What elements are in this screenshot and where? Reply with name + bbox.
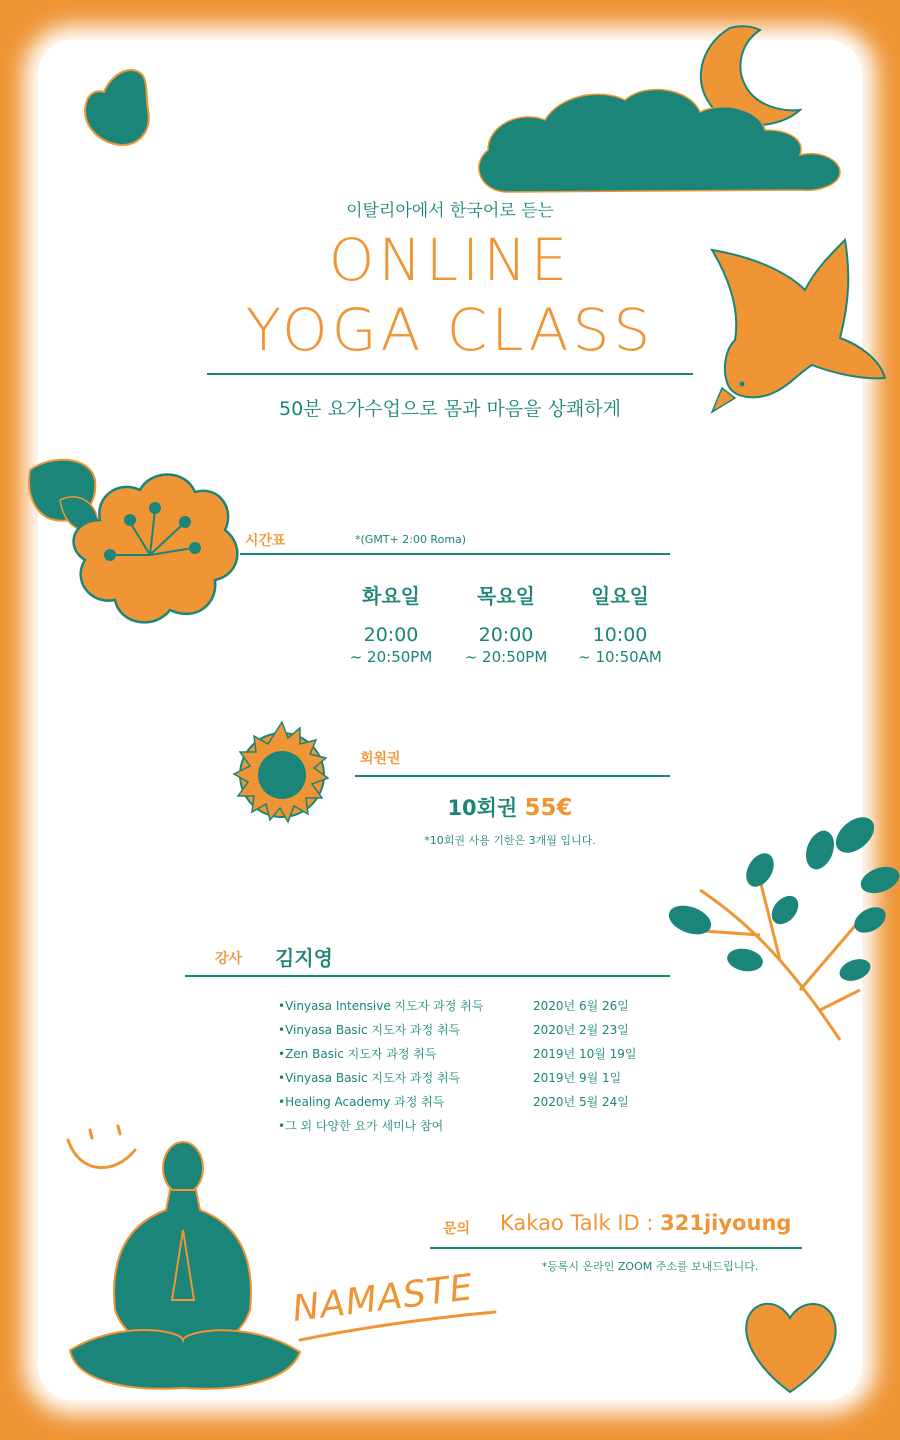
contact-label: 문의 <box>443 1221 471 1237</box>
timezone-note: *(GMT+ 2:00 Roma) <box>355 533 467 546</box>
instructor-name: 김지영 <box>275 946 333 970</box>
membership-label: 회원권 <box>360 751 401 767</box>
price: 55€ <box>524 795 573 821</box>
heart-leaf-icon <box>85 70 149 145</box>
kakao-id: 321jiyoung <box>660 1211 792 1235</box>
day-sunday: 일요일 <box>591 584 649 608</box>
membership-note: *10회권 사용 기한은 3개월 입니다. <box>424 834 596 847</box>
branch-icon <box>665 810 900 1040</box>
instructor-label: 강사 <box>215 951 243 967</box>
meditating-figure-icon <box>70 1142 300 1389</box>
time-end-sunday: ~ 10:50AM <box>578 648 662 666</box>
heart-icon <box>746 1304 835 1392</box>
price-line <box>350 792 670 822</box>
day-thursday: 목요일 <box>477 584 535 608</box>
time-start-thursday: 20:00 <box>478 624 534 646</box>
pass-count: 10회권 <box>447 796 518 820</box>
cloud-icon <box>479 90 840 192</box>
credential-date: 2019년 9월 1일 <box>533 1071 622 1085</box>
title-divider <box>207 373 693 375</box>
tagline: 50분 요가수업으로 몸과 마음을 상쾌하게 <box>279 398 621 420</box>
credential-date: 2020년 2월 23일 <box>533 1023 629 1037</box>
credential-item: •그 외 다양한 요가 세미나 참여 <box>278 1119 444 1133</box>
credential-item: •Healing Academy 과정 취득 <box>278 1095 445 1109</box>
sun-icon <box>234 722 328 822</box>
credential-item: •Vinyasa Intensive 지도자 과정 취득 <box>278 999 484 1013</box>
smile-icon <box>68 1126 135 1168</box>
contact-divider <box>430 1247 802 1249</box>
time-end-thursday: ~ 20:50PM <box>464 648 548 666</box>
contact-prefix: Kakao Talk ID : <box>500 1211 661 1235</box>
membership-divider <box>355 775 670 777</box>
contact-info <box>500 1211 791 1235</box>
schedule-divider <box>240 553 670 555</box>
credential-date: 2020년 6월 26일 <box>533 999 629 1013</box>
leaf-icon <box>29 460 98 531</box>
credential-item: •Zen Basic 지도자 과정 취득 <box>278 1047 437 1061</box>
time-end-tuesday: ~ 20:50PM <box>349 648 433 666</box>
credential-date: 2020년 5월 24일 <box>533 1095 629 1109</box>
day-tuesday: 화요일 <box>362 584 420 608</box>
instructor-divider <box>185 975 670 977</box>
credential-item: •Vinyasa Basic 지도자 과정 취득 <box>278 1071 461 1085</box>
credential-date: 2019년 10월 19일 <box>533 1047 637 1061</box>
time-start-tuesday: 20:00 <box>363 624 419 646</box>
flower-icon <box>74 475 238 623</box>
namaste-lettering: NAMASTE <box>290 1267 476 1330</box>
title-line-2: YOGA CLASS <box>245 296 655 364</box>
title-line-1: ONLINE <box>328 226 572 294</box>
subtitle: 이탈리아에서 한국어로 듣는 <box>346 201 554 221</box>
credential-item: •Vinyasa Basic 지도자 과정 취득 <box>278 1023 461 1037</box>
contact-note: *등록시 온라인 ZOOM 주소를 보내드립니다. <box>541 1260 759 1273</box>
time-start-sunday: 10:00 <box>592 624 648 646</box>
schedule-label: 시간표 <box>245 533 286 549</box>
